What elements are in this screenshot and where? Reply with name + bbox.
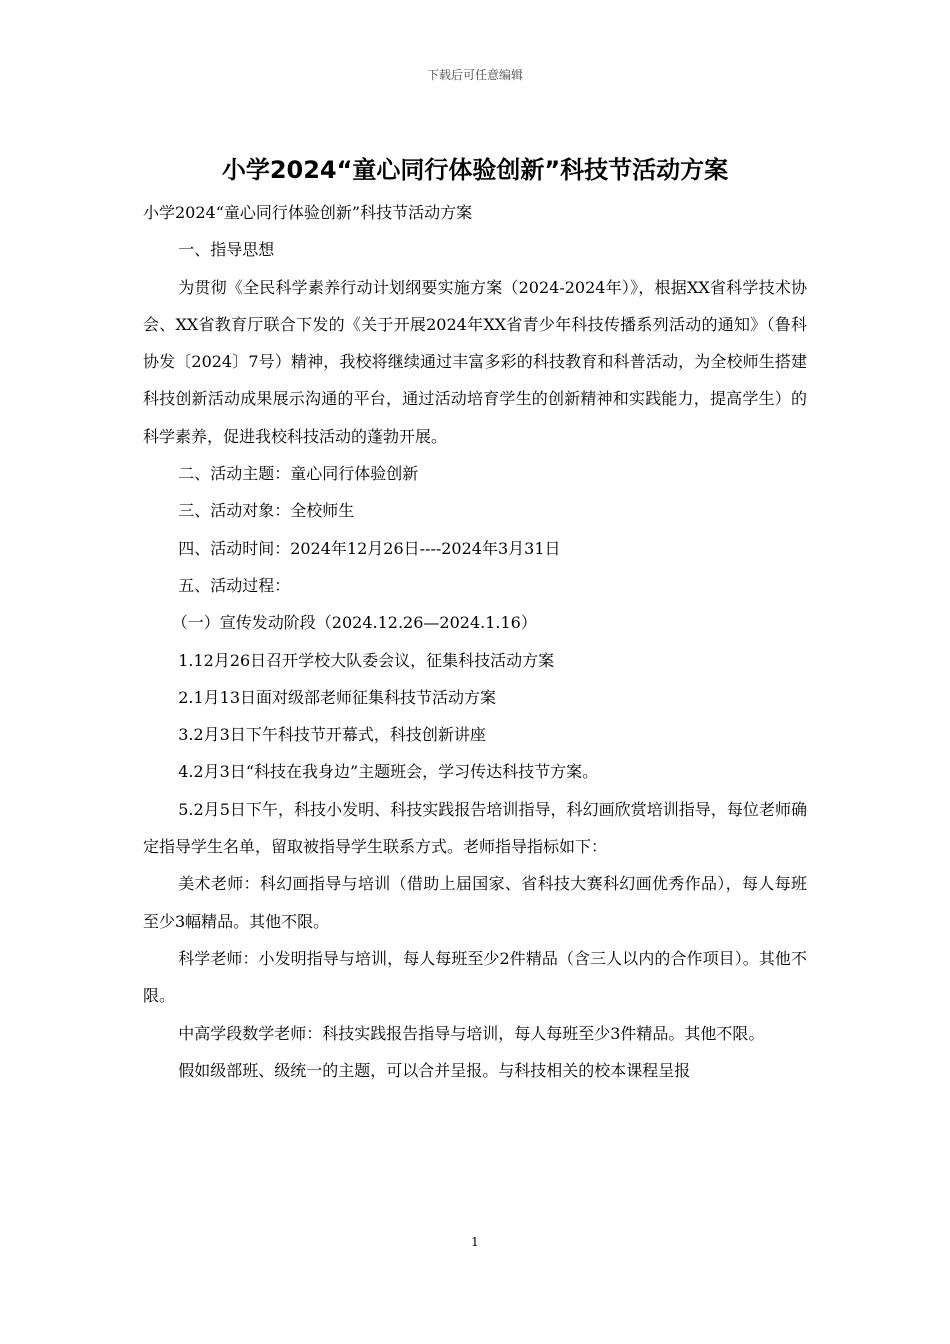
section-heading-process: 五、活动过程： <box>178 575 291 595</box>
list-item: 3.2月3日下午科技节开幕式，科技创新讲座 <box>178 725 486 745</box>
paragraph-math-teacher: 中高学段数学老师：科技实践报告指导与培训，每人每班至少3件精品。其他不限。 <box>178 1023 765 1043</box>
subsection-heading-publicity: （一）宣传发动阶段（2024.12.26—2024.1.16） <box>171 613 537 633</box>
list-item: 1.12月26日召开学校大队委会议，征集科技活动方案 <box>178 650 555 670</box>
paragraph-guiding-ideology: 为贯彻《全民科学素养行动计划纲要实施方案（2024-2024年）》，根据XX省科学技术协会、XX省教育厅联合下发的《关于开展2024年XX省青少年科技传播系列活动的通知》（鲁科协发〔2024〕7号）精神，我校将继续通过丰富多彩的科技教育和科普活动，为全校师生搭建科技创新活动成果展示沟通的平台，通过活动培育学生的创新精神和实践能力，提高学生）的科学素养，促进我校科技活动的蓬勃开展。 <box>143 277 807 446</box>
section-heading-participants: 三、活动对象：全校师生 <box>178 501 355 521</box>
page-number: 1 <box>471 1235 479 1249</box>
paragraph-art-teacher: 美术老师：科幻画指导与培训（借助上届国家、省科技大赛科幻画优秀作品），每人每班至少3幅精品。其他不限。 <box>143 874 807 931</box>
section-heading-time: 四、活动时间：2024年12月26日----2024年3月31日 <box>178 538 561 558</box>
document-title: 小学2024“童心同行体验创新”科技节活动方案 <box>221 156 729 184</box>
section-heading-guiding-ideology: 一、指导思想 <box>178 240 275 260</box>
section-heading-theme: 二、活动主题：童心同行体验创新 <box>178 464 419 484</box>
list-item: 5.2月5日下午，科技小发明、科技实践报告培训指导，科幻画欣赏培训指导，每位老师确定指导学生名单，留取被指导学生联系方式。老师指导指标如下： <box>143 799 807 857</box>
paragraph-grade-theme: 假如级部班、级统一的主题，可以合并呈报。与科技相关的校本课程呈报 <box>178 1060 691 1080</box>
list-item: 2.1月13日面对级部老师征集科技节活动方案 <box>178 687 496 707</box>
page-header-note: 下载后可任意编辑 <box>426 68 523 82</box>
subtitle-paragraph: 小学2024“童心同行体验创新”科技节活动方案 <box>143 203 473 222</box>
paragraph-science-teacher: 科学老师：小发明指导与培训，每人每班至少2件精品（含三人以内的合作项目）。其他不限。 <box>143 948 807 1006</box>
list-item: 4.2月3日“科技在我身边”主题班会，学习传达科技节方案。 <box>178 762 599 782</box>
document-body <box>143 194 807 1089</box>
